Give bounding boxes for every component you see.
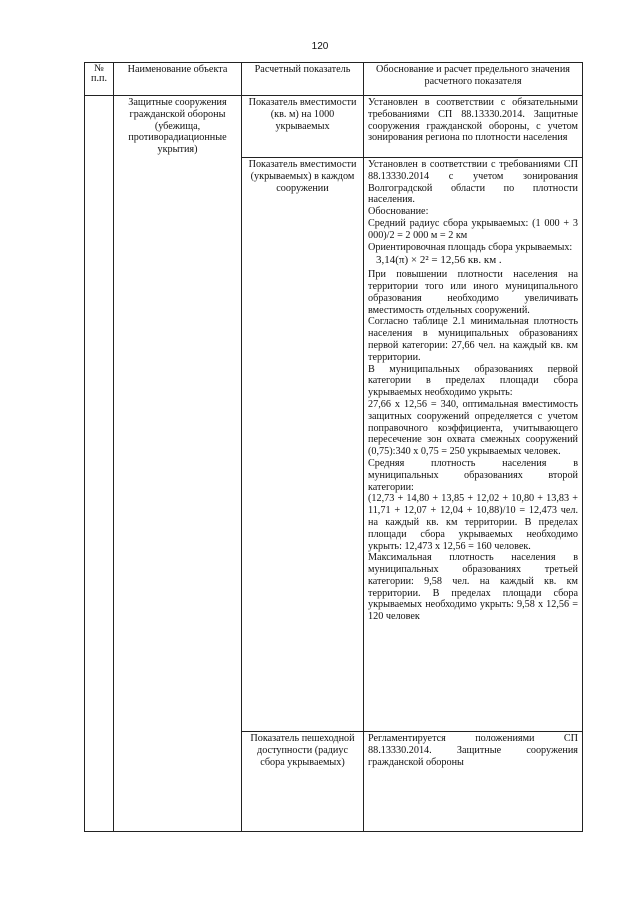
row-number-cell <box>85 96 114 832</box>
indicator-cell: Показатель вместимости (кв. м) на 1000 укрываемых <box>242 96 364 158</box>
justification-cell <box>364 158 583 732</box>
header-indicator: Расчетный показатель <box>242 63 364 96</box>
paragraph: Средняя плотность населения в муниципальных образованиях второй категории: <box>368 457 578 493</box>
page-number: 120 <box>311 41 329 52</box>
header-number: № п.п. <box>85 63 114 96</box>
calculation-table <box>84 62 583 832</box>
paragraph: Средний радиус сбора укрываемых: (1 000 + 3 000)/2 = 2 000 м = 2 км <box>368 217 578 241</box>
object-name-cell: Защитные сооружения гражданской обороны (убежища, противорадиационные укрытия) <box>114 96 242 832</box>
indicator-cell: Показатель пешеходной доступности (радиус сбора укрываемых) <box>242 732 364 832</box>
paragraph: Ориентировочная площадь сбора укрываемых: <box>368 241 573 253</box>
paragraph: 27,66 х 12,56 = 340, оптимальная вместимость защитных сооружений определяется с учетом поправочного коэффициента, учитывающего пересечение зон охвата смежных сооружений (0,75):340 х 0,75 = 250 укрываемых человек. <box>368 398 578 458</box>
paragraph: (12,73 + 14,80 + 13,85 + 12,02 + 10,80 + 13,83 + 11,71 + 12,07 + 12,04 + 10,88)/10 = 12,473 чел. на каждый кв. км территории. В пределах площади сбора укрываемых необходимо укрыть: 12,473 х 12,56 = 160 человек. <box>368 493 578 552</box>
paragraph: В муниципальных образованиях первой категории в пределах площади сбора укрываемых необходимо укрыть: <box>368 363 578 399</box>
paragraph: Обоснование: <box>368 206 429 218</box>
paragraph: Согласно таблице 2.1 минимальная плотность населения в муниципальных образованиях первой категории: 27,66 чел. на каждый кв. км территории. <box>368 316 578 363</box>
area-formula: 3,14(π) × 2² = 12,56 кв. км . <box>376 254 502 267</box>
table-header-row <box>85 63 583 96</box>
paragraph: При повышении плотности населения на территории того или иного муниципального образования необходимо увеличивать вместимость отдельных сооружений. <box>368 269 578 316</box>
paragraph: Установлен в соответствии с требованиями СП 88.13330.2014 с учетом зонирования Волгоградской области по плотности населения. <box>368 159 578 206</box>
justification-cell: Установлен в соответствии с обязательными требованиями СП 88.13330.2014. Защитные сооружения гражданской обороны, с учетом зонирования региона по плотности населения <box>364 96 583 158</box>
paragraph: Максимальная плотность населения в муниципальных образованиях третьей категории: 9,58 чел. на каждый кв. км территории. В пределах площади сбора укрываемых необходимо укрыть: 9,58 х 12,56 = 120 человек <box>368 552 578 623</box>
indicator-cell: Показатель вместимости (укрываемых) в каждом сооружении <box>242 158 364 732</box>
header-justification: Обоснование и расчет предельного значения расчетного показателя <box>364 63 583 96</box>
header-object-name: Наименование объекта <box>114 63 242 96</box>
justification-cell: Регламентируется положениями СП 88.13330.2014. Защитные сооружения гражданской обороны <box>364 732 583 832</box>
table-row <box>85 96 583 158</box>
